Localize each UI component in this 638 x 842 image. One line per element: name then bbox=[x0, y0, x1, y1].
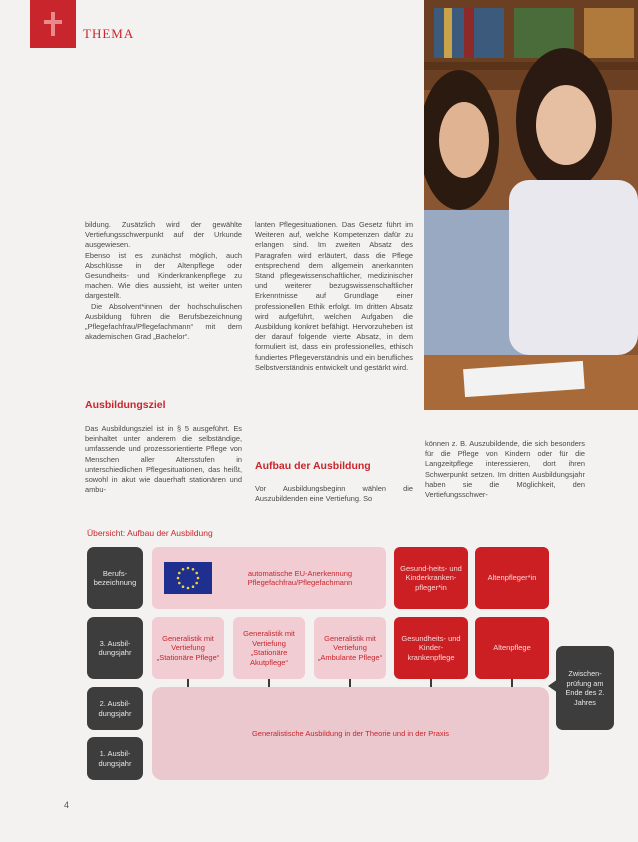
connector-line bbox=[430, 679, 432, 687]
eu-flag-icon bbox=[164, 562, 212, 594]
paragraph: bildung. Zusätzlich wird der gewählte Vertiefungsschwerpunkt auf der Urkunde ausgewiesen. bbox=[85, 220, 242, 250]
eu-recognition-text: automatische EU-Anerkennung Pflegefachfrau/Pflegefachmann bbox=[247, 568, 353, 587]
title-gkk-box: Gesund-heits- und Kinderkranken-pfleger*in bbox=[394, 547, 468, 609]
magazine-logo bbox=[30, 0, 76, 48]
connector-line bbox=[187, 679, 189, 687]
spec-alt-box: Altenpflege bbox=[475, 617, 549, 679]
row-label-year1: 1. Ausbil-dungsjahr bbox=[87, 737, 143, 780]
cross-icon bbox=[44, 12, 62, 36]
row-label-year3: 3. Ausbil-dungsjahr bbox=[87, 617, 143, 679]
generalistik-box-2: Generalistik mit Vertiefung „Stationäre Akutpflege“ bbox=[233, 617, 305, 679]
paragraph: Ebenso ist es zunächst möglich, auch Abschlüsse in der Altenpflege oder Gesundheits- und Kinderkrankenpflege zu machen. Wie dies aussieht, ist weiter unten dargestellt. bbox=[85, 250, 242, 301]
generalistik-box-3: Generalistik mit Vertiefung „Ambulante Pflege“ bbox=[314, 617, 386, 679]
section-heading: Aufbau der Ausbildung bbox=[255, 460, 371, 472]
section-heading: Ausbildungsziel bbox=[85, 399, 166, 411]
students-photo bbox=[424, 0, 638, 410]
generalistik-box-1: Generalistik mit Vertiefung „Stationäre Pflege“ bbox=[152, 617, 224, 679]
paragraph: können z. B. Auszubildende, die sich besonders für die Pflege von Kindern oder für die Langzeitpflege interessieren, dort ihren Schwerpunkt setzen. Im dritten Ausbildungsjahr haben sie die Möglichkeit, den Vertiefungsschwer- bbox=[425, 439, 585, 500]
paragraph: lanten Pflegesituationen. Das Gesetz führt im Weiteren auf, welche Kompetenzen dafür zu erlangen sind. Im zweiten Absatz des Paragrafen wird erläutert, dass die Pflege entsprechend dem allgemein anerkannten Stand pflegewissenschaftlicher, medizinischer und weiterer bezugswissenschaftlicher Erkenntnisse auf Grundlage einer professionellen Ethik erfolgt. Im dritten Absatz wird aufgeführt, welchen Aufgaben die Ausbildung konkret befähigt. Hervorzuheben ist der darauf folgende vierte Absatz, in dem formuliert ist, dass ein professionelles, ethisch fundiertes Pflegeverständnis und ein berufliches Selbstverständnis entwickelt und gestärkt wird. bbox=[255, 220, 413, 372]
paragraph: Die Absolvent*innen der hochschulischen Ausbildung führen die Berufsbezeichnung „Pflegefachfrau/Pflegefachmann“ mit dem akademischen Grad „Bachelor“. bbox=[85, 301, 242, 342]
text-column-2 bbox=[255, 220, 413, 520]
connector-line bbox=[268, 679, 270, 687]
text-column-1 bbox=[85, 220, 242, 520]
row-label-year2: 2. Ausbil-dungsjahr bbox=[87, 687, 143, 730]
row-label-beruf: Berufs-bezeichnung bbox=[87, 547, 143, 609]
connector-line bbox=[511, 679, 513, 687]
paragraph: Das Ausbildungsziel ist in § 5 ausgeführt. Es beinhaltet unter anderem die selbständige, umfassende und prozessorientierte Pflege von Menschen aller Altersstufen in unterschiedlichen Pflegesituationen, das heißt, sowohl in akut wie dauerhaft stationären und ambu- bbox=[85, 424, 242, 495]
generalist-training-box: Generalistische Ausbildung in der Theorie und in der Praxis bbox=[152, 687, 549, 780]
connector-line bbox=[349, 679, 351, 687]
title-alt-box: Altenpfleger*in bbox=[475, 547, 549, 609]
section-label: THEMA bbox=[83, 26, 135, 41]
spec-gkk-box: Gesundheits- und Kinder-krankenpflege bbox=[394, 617, 468, 679]
paragraph: Vor Ausbildungsbeginn wählen die Auszubildenden eine Vertiefung. So bbox=[255, 484, 413, 504]
intermediate-exam-box: Zwischen-prüfung am Ende des 2. Jahres bbox=[556, 646, 614, 730]
diagram-title: Übersicht: Aufbau der Ausbildung bbox=[87, 528, 213, 538]
page-number: 4 bbox=[64, 800, 70, 810]
text-column-3 bbox=[425, 439, 585, 519]
eu-recognition-box bbox=[152, 547, 386, 609]
